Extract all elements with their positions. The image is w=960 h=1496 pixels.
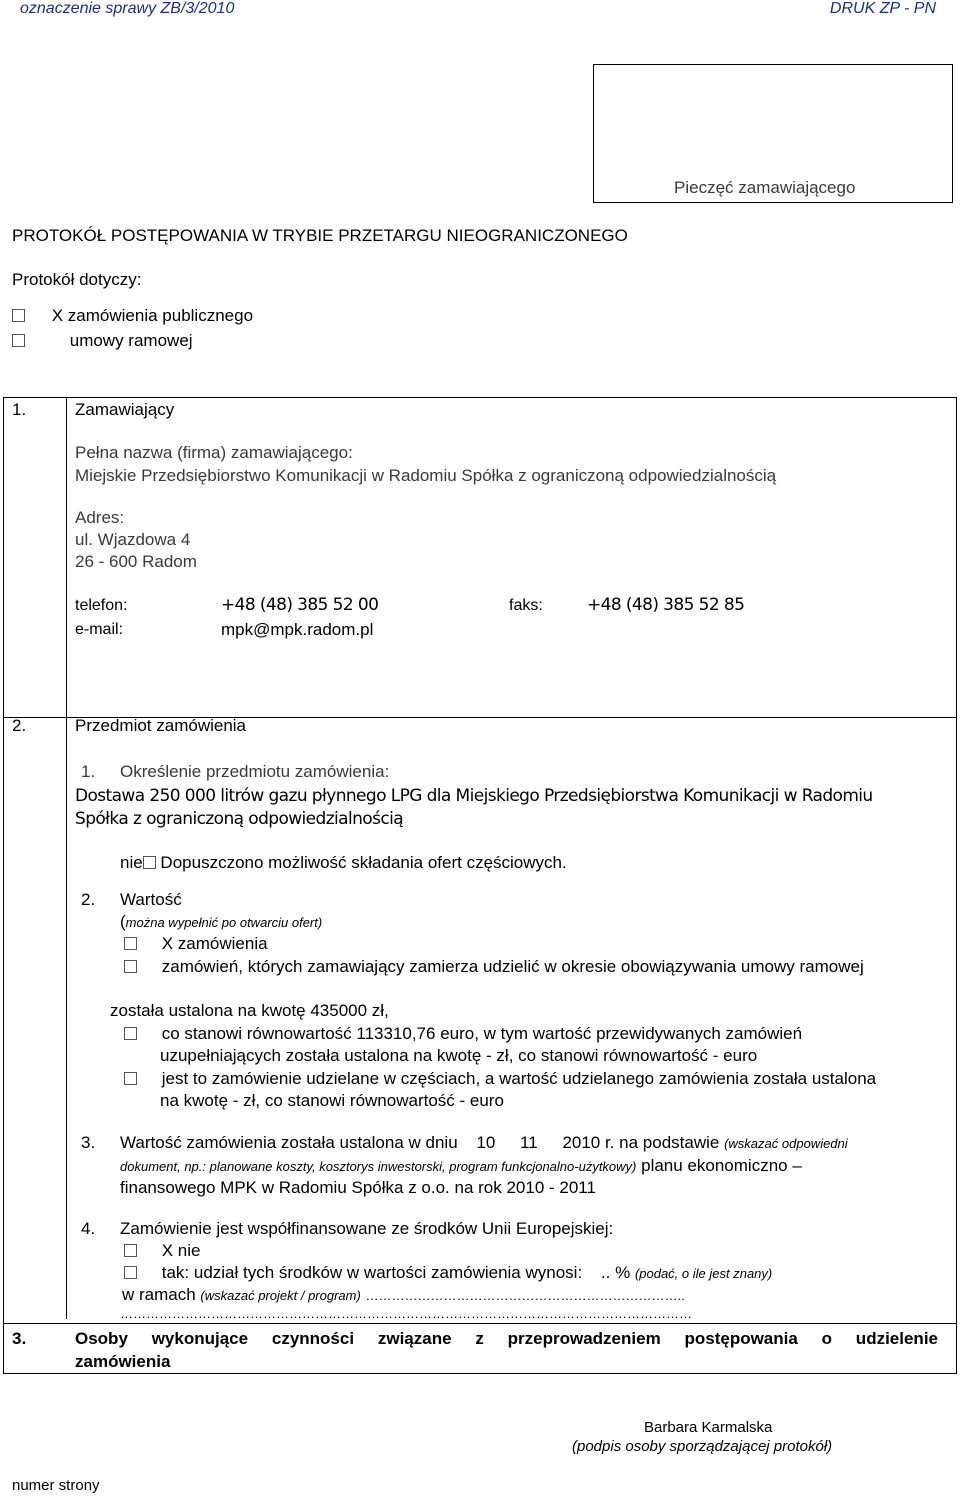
checkbox-icon [124,1244,137,1257]
checkbox-icon [143,856,156,869]
equivalent-line-2: uzupełniających została ustalona na kwotę - zł, co stanowi równowartość - euro [160,1046,758,1065]
page-number-label: numer strony [12,1477,100,1494]
phone-value: +48 (48) 385 52 00 [221,595,379,615]
checkbox-icon [124,960,137,973]
section-2-number: 2. [12,716,27,735]
page-title: PROTOKÓŁ POSTĘPOWANIA W TRYBIE PRZETARGU NIEOGRANICZONEGO [12,226,628,245]
email-value: mpk@mpk.radom.pl [221,620,374,639]
item-1-label: Określenie przedmiotu zamówienia: [120,762,390,781]
value-option-framework: zamówień, których zamawiający zamierza udzielić w okresie obowiązywania umowy ramowej [124,957,864,977]
parts-line-2: na kwotę - zł, co stanowi równowartość - euro [160,1091,504,1110]
frame-inner-left [66,397,67,1319]
item-3-row-3: finansowego MPK w Radomiu Spółka z o.o. na rok 2010 - 2011 [120,1178,596,1197]
phone-label: telefon: [75,597,128,614]
checkbox-icon [124,1072,137,1085]
section-3-title: Osoby wykonujące czynności związane z przeprowadzeniem postępowania o udzielenie [75,1329,938,1348]
section-divider-3 [3,1323,957,1324]
concerns-option-public: X zamówienia publicznego [12,306,253,326]
checkbox-icon [12,334,25,347]
frame-bottom [3,1373,957,1374]
partial-offers-row [120,853,567,873]
form-code: DRUK ZP - PN [829,0,936,17]
section-1-title: Zamawiający [75,400,175,419]
eu-programme-row: w ramach (wskazać projekt / program) ……………………………………………………………….. [122,1285,685,1304]
amount-line: została ustalona na kwotę 435000 zł, [110,1001,389,1020]
section-3-title-2: zamówienia [75,1352,171,1371]
checkbox-icon [124,1266,137,1279]
fax-label: faks: [509,597,543,614]
partial-offers-text: Dopuszczono możliwość składania ofert częściowych. [160,853,567,872]
section-3-number: 3. [12,1329,27,1348]
address-label: Adres: [75,508,125,527]
date-year: 2010 r. [562,1133,615,1152]
item-3-number: 3. [81,1133,96,1152]
fax-value: +48 (48) 385 52 85 [587,595,745,615]
stamp-label: Pieczęć zamawiającego [674,178,856,197]
concerns-label: Protokół dotyczy: [12,270,142,289]
eu-programme-dots: …………………………………………………………………………………………………………………… [120,1306,692,1321]
frame-left [3,397,4,1373]
section-1-number: 1. [12,400,27,419]
item-2-number: 2. [81,890,96,909]
item-2-note [120,912,322,932]
date-month: 11 [520,1133,538,1152]
item-3-row-2: dokument, np.: planowane koszty, kosztorys inwestorski, program funkcjonalno-użytkowy) planu ekonomiczno – [120,1156,802,1175]
item-2-note-text: można wypełnić po otwarciu ofert) [125,915,323,930]
item-4-number: 4. [81,1219,96,1238]
signer-caption: (podpis osoby sporządzającej protokół) [572,1438,833,1455]
eu-option-yes: tak: udział tych środków w wartości zamówienia wynosi: .. % (podać, o ile jest znany) [124,1263,772,1283]
item-3-row: Wartość zamówienia została ustalona w dniu 10 11 2010 r. na podstawie (wskazać odpowiedni [120,1133,848,1152]
email-label: e-mail: [75,621,124,638]
item-2-note-paren: ( [120,912,126,931]
eu-option-no: X nie [124,1241,200,1261]
address-street: ul. Wjazdowa 4 [75,530,191,549]
concerns-option-framework: umowy ramowej [12,331,193,351]
equivalent-row: co stanowi równowartość 113310,76 euro, w tym wartość przewidywanych zamówień [124,1024,802,1044]
frame-top [3,397,957,398]
section-2-title: Przedmiot zamówienia [75,716,247,735]
value-option-order: X zamówienia [124,934,268,954]
checkbox-icon [124,937,137,950]
item-4-label: Zamówienie jest współfinansowane ze środków Unii Europejskiej: [120,1219,614,1238]
signer-name: Barbara Karmalska [644,1419,773,1436]
address-city: 26 - 600 Radom [75,552,197,571]
date-day: 10 [476,1133,496,1152]
name-value: Miejskie Przedsiębiorstwo Komunikacji w Radomiu Spółka z ograniczoną odpowiedzialnością [75,466,777,485]
parts-row: jest to zamówienie udzielane w częściach, a wartość udzielanego zamówienia została ustalona [124,1069,876,1089]
checkbox-icon [124,1027,137,1040]
case-number: oznaczenie sprawy ZB/3/2010 [20,0,235,17]
item-1-number: 1. [81,762,96,781]
frame-right [956,397,957,1373]
subject-line-2: Spółka z ograniczoną odpowiedzialnością [75,809,404,829]
partial-offers-prefix: nie [120,853,143,872]
item-2-label: Wartość [120,890,182,909]
name-label: Pełna nazwa (firma) zamawiającego: [75,443,353,462]
subject-line-1: Dostawa 250 000 litrów gazu płynnego LPG dla Miejskiego Przedsiębiorstwa Komunikacji w Radomiu [75,786,873,806]
checkbox-icon [12,309,25,322]
